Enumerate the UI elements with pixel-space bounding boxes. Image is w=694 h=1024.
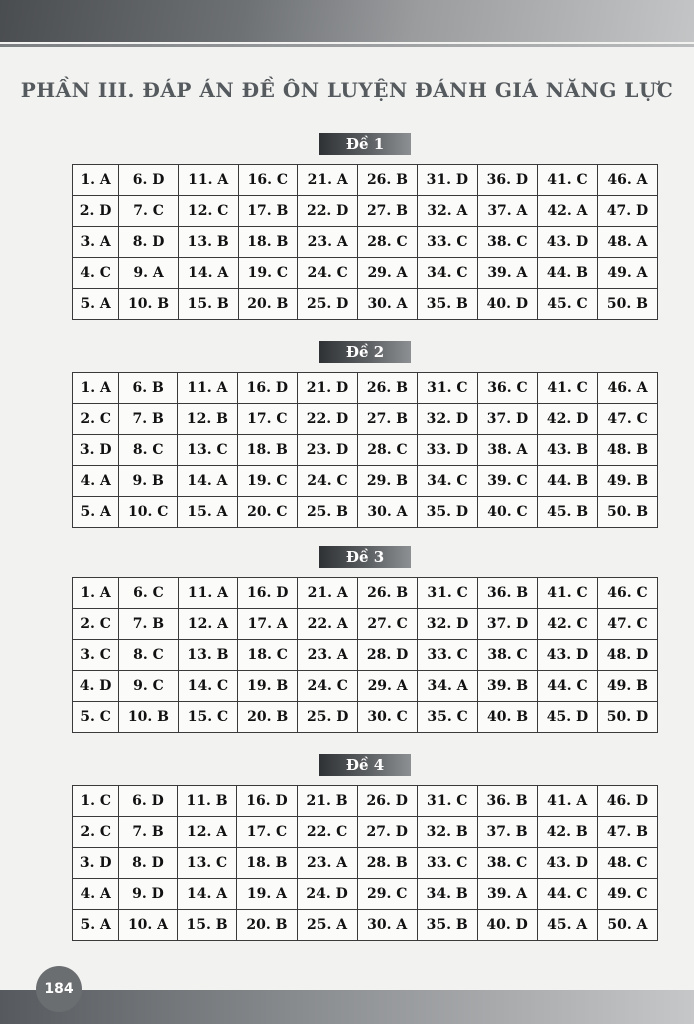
answer-cell: 12. C bbox=[178, 196, 238, 227]
answer-cell: 4. C bbox=[73, 258, 119, 289]
answer-cell: 9. A bbox=[119, 258, 179, 289]
answer-cell: 44. B bbox=[537, 258, 597, 289]
answer-cell: 16. D bbox=[238, 578, 298, 609]
answer-cell: 13. C bbox=[178, 435, 238, 466]
answer-cell: 48. A bbox=[597, 227, 657, 258]
answer-cell: 19. B bbox=[238, 671, 298, 702]
answer-cell: 47. D bbox=[597, 196, 657, 227]
answer-cell: 31. C bbox=[418, 578, 478, 609]
answer-cell: 1. A bbox=[73, 373, 119, 404]
answer-cell: 8. D bbox=[119, 848, 177, 879]
answer-cell: 18. C bbox=[238, 640, 298, 671]
table-row bbox=[73, 404, 658, 435]
table-row bbox=[73, 578, 658, 609]
answer-cell: 30. A bbox=[357, 910, 417, 941]
answer-cell: 30. C bbox=[358, 702, 418, 733]
answer-cell: 41. A bbox=[537, 786, 597, 817]
answer-cell: 40. B bbox=[478, 702, 538, 733]
answer-cell: 37. B bbox=[477, 817, 537, 848]
answer-cell: 28. C bbox=[358, 435, 418, 466]
answer-cell: 27. C bbox=[358, 609, 418, 640]
answer-cell: 12. B bbox=[178, 404, 238, 435]
answer-cell: 7. B bbox=[119, 609, 179, 640]
answer-cell: 10. B bbox=[119, 702, 179, 733]
answer-cell: 21. A bbox=[298, 165, 358, 196]
answer-table bbox=[72, 164, 658, 320]
answer-table bbox=[72, 577, 658, 733]
table-row bbox=[73, 879, 658, 910]
answer-cell: 38. C bbox=[477, 848, 537, 879]
section-label: Đề 1 bbox=[319, 133, 411, 155]
answer-cell: 10. B bbox=[119, 289, 179, 320]
answer-cell: 32. D bbox=[418, 609, 478, 640]
answer-cell: 29. A bbox=[358, 671, 418, 702]
table-row bbox=[73, 786, 658, 817]
answer-cell: 9. D bbox=[119, 879, 177, 910]
table-row bbox=[73, 497, 658, 528]
answer-cell: 26. D bbox=[357, 786, 417, 817]
answer-cell: 24. C bbox=[298, 671, 358, 702]
page-title: PHẦN III. ĐÁP ÁN ĐỀ ÔN LUYỆN ĐÁNH GIÁ NĂNG LỰC bbox=[20, 78, 674, 102]
answer-cell: 35. C bbox=[418, 702, 478, 733]
answer-cell: 4. D bbox=[73, 671, 119, 702]
answer-cell: 45. A bbox=[537, 910, 597, 941]
answer-cell: 10. C bbox=[119, 497, 178, 528]
answer-cell: 8. D bbox=[119, 227, 179, 258]
header-band bbox=[0, 0, 694, 42]
answer-cell: 32. B bbox=[417, 817, 477, 848]
answer-cell: 30. A bbox=[358, 497, 418, 528]
answer-cell: 7. B bbox=[119, 817, 177, 848]
answer-cell: 12. A bbox=[178, 609, 238, 640]
answer-cell: 50. D bbox=[597, 702, 657, 733]
answer-cell: 23. A bbox=[298, 640, 358, 671]
page-number: 184 bbox=[36, 966, 82, 1012]
answer-cell: 27. B bbox=[358, 196, 418, 227]
answer-cell: 14. A bbox=[178, 466, 238, 497]
answer-cell: 32. D bbox=[417, 404, 477, 435]
answer-cell: 5. C bbox=[73, 702, 119, 733]
answer-cell: 6. D bbox=[119, 165, 179, 196]
answer-cell: 28. B bbox=[357, 848, 417, 879]
answer-cell: 24. D bbox=[297, 879, 357, 910]
answer-cell: 18. B bbox=[237, 435, 297, 466]
answer-cell: 49. B bbox=[598, 466, 658, 497]
answer-cell: 46. A bbox=[598, 373, 658, 404]
answer-cell: 14. A bbox=[177, 879, 237, 910]
answer-cell: 33. C bbox=[417, 848, 477, 879]
answer-cell: 29. A bbox=[358, 258, 418, 289]
answer-cell: 22. D bbox=[298, 196, 358, 227]
answer-cell: 17. C bbox=[237, 404, 297, 435]
answer-cell: 2. C bbox=[73, 817, 119, 848]
answer-cell: 22. C bbox=[297, 817, 357, 848]
answer-cell: 20. B bbox=[237, 910, 297, 941]
answer-cell: 18. B bbox=[237, 848, 297, 879]
table-row bbox=[73, 817, 658, 848]
answer-cell: 40. D bbox=[477, 289, 537, 320]
answer-cell: 1. A bbox=[73, 578, 119, 609]
answer-cell: 7. B bbox=[119, 404, 178, 435]
answer-cell: 48. C bbox=[597, 848, 657, 879]
answer-cell: 29. B bbox=[358, 466, 418, 497]
answer-cell: 42. A bbox=[537, 196, 597, 227]
answer-cell: 19. C bbox=[237, 466, 297, 497]
answer-table bbox=[72, 785, 658, 941]
answer-cell: 12. A bbox=[177, 817, 237, 848]
table-row bbox=[73, 848, 658, 879]
answer-cell: 41. C bbox=[538, 373, 598, 404]
answer-cell: 31. C bbox=[417, 786, 477, 817]
table-row bbox=[73, 702, 658, 733]
answer-cell: 10. A bbox=[119, 910, 177, 941]
answer-cell: 9. B bbox=[119, 466, 178, 497]
answer-cell: 37. D bbox=[478, 609, 538, 640]
answer-cell: 25. B bbox=[297, 497, 357, 528]
answer-cell: 17. A bbox=[238, 609, 298, 640]
answer-cell: 6. D bbox=[119, 786, 177, 817]
answer-section-2 bbox=[72, 341, 658, 528]
answer-cell: 39. A bbox=[477, 879, 537, 910]
answer-cell: 43. D bbox=[537, 227, 597, 258]
answer-cell: 49. A bbox=[597, 258, 657, 289]
answer-cell: 24. C bbox=[297, 466, 357, 497]
answer-cell: 29. C bbox=[357, 879, 417, 910]
answer-cell: 35. D bbox=[417, 497, 477, 528]
answer-cell: 49. B bbox=[597, 671, 657, 702]
answer-cell: 38. C bbox=[478, 640, 538, 671]
answer-cell: 23. A bbox=[297, 848, 357, 879]
answer-cell: 45. C bbox=[537, 289, 597, 320]
footer-band bbox=[0, 990, 694, 1024]
answer-cell: 5. A bbox=[73, 497, 119, 528]
answer-cell: 39. C bbox=[477, 466, 537, 497]
answer-cell: 43. D bbox=[538, 640, 598, 671]
answer-cell: 49. C bbox=[597, 879, 657, 910]
answer-cell: 46. D bbox=[597, 786, 657, 817]
answer-cell: 21. D bbox=[297, 373, 357, 404]
answer-section-3 bbox=[72, 546, 658, 733]
answer-cell: 31. D bbox=[417, 165, 477, 196]
answer-cell: 41. C bbox=[537, 165, 597, 196]
answer-cell: 33. D bbox=[417, 435, 477, 466]
answer-cell: 21. A bbox=[298, 578, 358, 609]
answer-cell: 15. A bbox=[178, 497, 238, 528]
answer-cell: 25. A bbox=[297, 910, 357, 941]
answer-cell: 39. B bbox=[478, 671, 538, 702]
answer-cell: 25. D bbox=[298, 289, 358, 320]
answer-cell: 36. D bbox=[477, 165, 537, 196]
answer-cell: 35. B bbox=[417, 910, 477, 941]
answer-cell: 45. D bbox=[538, 702, 598, 733]
answer-cell: 6. C bbox=[119, 578, 179, 609]
answer-cell: 47. B bbox=[597, 817, 657, 848]
answer-cell: 16. D bbox=[237, 373, 297, 404]
answer-section-1 bbox=[72, 133, 658, 320]
answer-cell: 1. A bbox=[73, 165, 119, 196]
answer-cell: 22. D bbox=[297, 404, 357, 435]
answer-cell: 11. A bbox=[178, 165, 238, 196]
answer-cell: 14. A bbox=[178, 258, 238, 289]
answer-cell: 19. C bbox=[238, 258, 298, 289]
answer-cell: 31. C bbox=[417, 373, 477, 404]
table-row bbox=[73, 466, 658, 497]
answer-cell: 42. C bbox=[538, 609, 598, 640]
answer-cell: 38. A bbox=[477, 435, 537, 466]
answer-cell: 44. C bbox=[537, 879, 597, 910]
answer-cell: 2. C bbox=[73, 609, 119, 640]
answer-cell: 14. C bbox=[178, 671, 238, 702]
answer-cell: 13. B bbox=[178, 227, 238, 258]
answer-cell: 35. B bbox=[417, 289, 477, 320]
answer-cell: 3. C bbox=[73, 640, 119, 671]
answer-cell: 17. B bbox=[238, 196, 298, 227]
answer-cell: 41. C bbox=[538, 578, 598, 609]
answer-cell: 36. C bbox=[477, 373, 537, 404]
answer-cell: 26. B bbox=[358, 373, 418, 404]
answer-cell: 25. D bbox=[298, 702, 358, 733]
answer-cell: 2. C bbox=[73, 404, 119, 435]
answer-cell: 3. D bbox=[73, 848, 119, 879]
answer-cell: 26. B bbox=[358, 578, 418, 609]
section-label: Đề 4 bbox=[319, 754, 411, 776]
answer-cell: 11. A bbox=[178, 373, 238, 404]
answer-cell: 33. C bbox=[417, 227, 477, 258]
answer-cell: 13. B bbox=[178, 640, 238, 671]
answer-cell: 34. A bbox=[418, 671, 478, 702]
answer-cell: 11. A bbox=[178, 578, 238, 609]
answer-cell: 24. C bbox=[298, 258, 358, 289]
answer-cell: 50. B bbox=[597, 289, 657, 320]
table-row bbox=[73, 373, 658, 404]
answer-cell: 47. C bbox=[597, 609, 657, 640]
answer-cell: 48. D bbox=[597, 640, 657, 671]
answer-cell: 4. A bbox=[73, 879, 119, 910]
answer-cell: 5. A bbox=[73, 289, 119, 320]
answer-cell: 6. B bbox=[119, 373, 178, 404]
answer-cell: 40. D bbox=[477, 910, 537, 941]
answer-cell: 5. A bbox=[73, 910, 119, 941]
answer-cell: 1. C bbox=[73, 786, 119, 817]
answer-cell: 11. B bbox=[177, 786, 237, 817]
answer-cell: 48. B bbox=[598, 435, 658, 466]
answer-cell: 36. B bbox=[478, 578, 538, 609]
answer-cell: 37. A bbox=[477, 196, 537, 227]
answer-cell: 19. A bbox=[237, 879, 297, 910]
answer-cell: 44. C bbox=[538, 671, 598, 702]
answer-cell: 21. B bbox=[297, 786, 357, 817]
answer-cell: 20. B bbox=[238, 702, 298, 733]
answer-cell: 28. C bbox=[358, 227, 418, 258]
answer-cell: 22. A bbox=[298, 609, 358, 640]
answer-cell: 3. D bbox=[73, 435, 119, 466]
table-row bbox=[73, 196, 658, 227]
answer-cell: 34. C bbox=[417, 466, 477, 497]
answer-cell: 16. C bbox=[238, 165, 298, 196]
answer-cell: 8. C bbox=[119, 640, 179, 671]
answer-cell: 15. C bbox=[178, 702, 238, 733]
answer-cell: 44. B bbox=[538, 466, 598, 497]
answer-cell: 32. A bbox=[417, 196, 477, 227]
answer-cell: 20. C bbox=[237, 497, 297, 528]
answer-cell: 23. A bbox=[298, 227, 358, 258]
answer-cell: 27. B bbox=[358, 404, 418, 435]
table-row bbox=[73, 609, 658, 640]
table-row bbox=[73, 910, 658, 941]
answer-cell: 17. C bbox=[237, 817, 297, 848]
answer-cell: 37. D bbox=[477, 404, 537, 435]
answer-cell: 42. D bbox=[538, 404, 598, 435]
answer-cell: 50. A bbox=[597, 910, 657, 941]
answer-table bbox=[72, 372, 658, 528]
answer-section-4 bbox=[72, 754, 658, 941]
answer-cell: 2. D bbox=[73, 196, 119, 227]
answer-cell: 27. D bbox=[357, 817, 417, 848]
answer-cell: 42. B bbox=[537, 817, 597, 848]
table-row bbox=[73, 671, 658, 702]
answer-cell: 20. B bbox=[238, 289, 298, 320]
table-row bbox=[73, 165, 658, 196]
answer-cell: 30. A bbox=[358, 289, 418, 320]
answer-cell: 43. D bbox=[537, 848, 597, 879]
answer-cell: 38. C bbox=[477, 227, 537, 258]
answer-cell: 3. A bbox=[73, 227, 119, 258]
answer-cell: 40. C bbox=[477, 497, 537, 528]
answer-cell: 16. D bbox=[237, 786, 297, 817]
answer-cell: 26. B bbox=[358, 165, 418, 196]
answer-cell: 4. A bbox=[73, 466, 119, 497]
answer-cell: 18. B bbox=[238, 227, 298, 258]
answer-cell: 36. B bbox=[477, 786, 537, 817]
answer-cell: 23. D bbox=[297, 435, 357, 466]
answer-cell: 15. B bbox=[177, 910, 237, 941]
answer-cell: 46. A bbox=[597, 165, 657, 196]
answer-cell: 43. B bbox=[538, 435, 598, 466]
answer-cell: 13. C bbox=[177, 848, 237, 879]
table-row bbox=[73, 258, 658, 289]
answer-cell: 39. A bbox=[477, 258, 537, 289]
answer-cell: 50. B bbox=[598, 497, 658, 528]
answer-cell: 7. C bbox=[119, 196, 179, 227]
answer-cell: 8. C bbox=[119, 435, 178, 466]
answer-cell: 45. B bbox=[538, 497, 598, 528]
table-row bbox=[73, 227, 658, 258]
answer-cell: 9. C bbox=[119, 671, 179, 702]
answer-cell: 46. C bbox=[597, 578, 657, 609]
answer-cell: 28. D bbox=[358, 640, 418, 671]
answer-cell: 15. B bbox=[178, 289, 238, 320]
answer-cell: 34. C bbox=[417, 258, 477, 289]
header-rule bbox=[0, 44, 694, 47]
table-row bbox=[73, 435, 658, 466]
answer-cell: 47. C bbox=[598, 404, 658, 435]
table-row bbox=[73, 640, 658, 671]
section-label: Đề 3 bbox=[319, 546, 411, 568]
section-label: Đề 2 bbox=[319, 341, 411, 363]
answer-cell: 33. C bbox=[418, 640, 478, 671]
table-row bbox=[73, 289, 658, 320]
answer-cell: 34. B bbox=[417, 879, 477, 910]
